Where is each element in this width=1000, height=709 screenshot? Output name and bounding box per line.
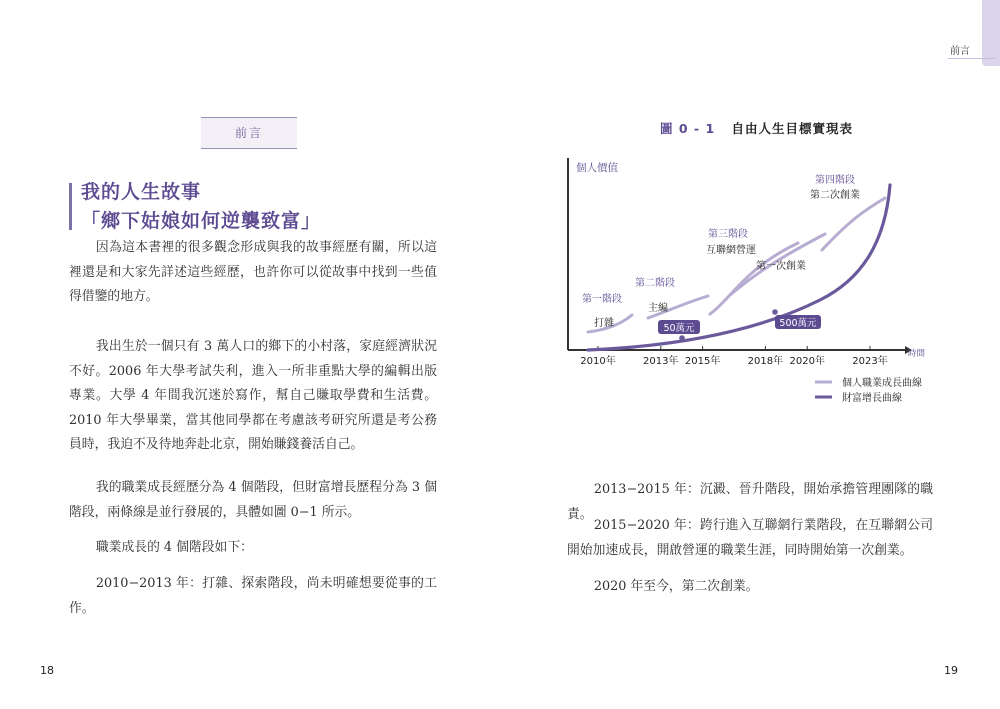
wealth-curve [588, 185, 890, 350]
paragraph-2: 我出生於一個只有 3 萬人口的鄉下的小村落，家庭經濟狀況不好。2006 年大學考試失利，進入一所非重點大學的編輯出版專業。大學 4 年間我沉迷於寫作，幫自己賺取學費和生活費。2010 年大學畢業，當其他同學都在考慮該考研究所還是考公務員時，我迫不及待地奔赴北京，開始賺錢養活自己。 [69, 339, 437, 452]
x-tick-label: 2015年 [684, 356, 721, 367]
stage-3-label: 互聯網營運 [706, 245, 756, 256]
paragraph-4: 職業成長的 4 個階段如下： [95, 540, 253, 555]
section-label: 前言 [201, 117, 297, 149]
running-head: 前言 [950, 46, 970, 57]
figure-number: 圖 0 - 1 [660, 121, 716, 136]
stage-1-title: 第一階段 [582, 294, 622, 305]
first-startup-label: 第一次創業 [756, 261, 806, 272]
chapter-title [81, 178, 321, 236]
page-number-left: 18 [40, 664, 54, 677]
paragraph-1: 因為這本書裡的很多觀念形成與我的故事經歷有關，所以這裡還是和大家先詳述這些經歷，也許你可以從故事中找到一些值得借鑒的地方。 [69, 240, 437, 304]
stage-4-label: 第二次創業 [810, 190, 860, 201]
legend-career: 個人職業成長曲線 [842, 378, 922, 389]
running-head-rule [948, 58, 996, 59]
career-wealth-chart [560, 150, 940, 410]
wealth-milestone-500 [772, 309, 778, 315]
stage-2-label: 主編 [648, 303, 668, 314]
x-tick-label: 2013年 [643, 356, 679, 367]
right-paragraph-3: 2020 年至今，第二次創業。 [593, 579, 759, 594]
chapter-accent-bar [69, 183, 72, 230]
paragraph-5: 2010−2013 年：打雜、探索階段，尚未明確想要從事的工作。 [69, 576, 437, 616]
chapter-title-line2: 「鄉下姑娘如何逆襲致富」 [81, 210, 322, 232]
right-paragraph-2: 2015−2020 年：跨行進入互聯網行業階段，在互聯網公司開始加速成長，開啟營運的職業生涯，同時開始第一次創業。 [567, 518, 933, 558]
career-curve [588, 198, 885, 332]
page-number-right: 19 [944, 664, 958, 677]
figure-title: 自由人生目標實現表 [731, 121, 854, 136]
wealth-milestone-50 [679, 335, 685, 341]
stage-1-label: 打雜 [594, 318, 614, 329]
badge-50: 50萬元 [663, 323, 695, 334]
x-tick-label: 2020年 [789, 356, 825, 367]
chapter-title-line1: 我的人生故事 [81, 181, 202, 203]
stage-2-title: 第二階段 [635, 278, 675, 289]
stage-4-title: 第四階段 [815, 175, 855, 186]
figure-caption [660, 119, 853, 137]
y-axis-label: 個人價值 [576, 162, 618, 174]
stage-3-title: 第三階段 [708, 229, 748, 240]
right-paragraph-1: 2013−2015 年：沉澱、晉升階段，開始承擔管理團隊的職責。 [567, 482, 933, 522]
x-tick-label: 2023年 [852, 356, 888, 367]
x-tick-label: 2010年 [580, 356, 616, 367]
legend-wealth: 財富增長曲線 [842, 393, 902, 404]
badge-500: 500萬元 [779, 318, 817, 329]
x-tick-label: 2018年 [747, 356, 784, 367]
x-axis-label: 時間 [908, 349, 926, 359]
paragraph-3: 我的職業成長經歷分為 4 個階段，但財富增長歷程分為 3 個階段，兩條線是並行發展的，具體如圖 0−1 所示。 [69, 480, 437, 520]
